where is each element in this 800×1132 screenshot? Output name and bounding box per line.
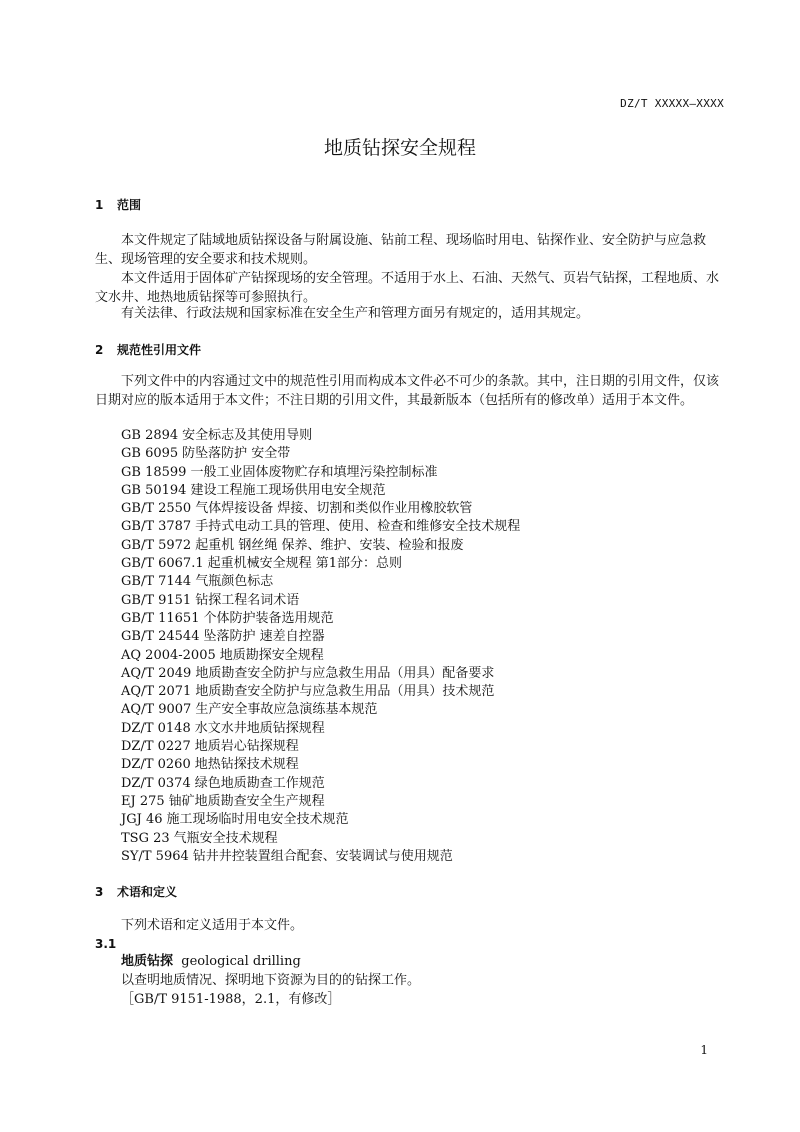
reference-code: EJ 275 xyxy=(121,793,165,809)
terms-intro: 下列术语和定义适用于本文件。 xyxy=(121,918,304,933)
reference-item xyxy=(121,445,520,463)
term-number: 3.1 xyxy=(95,937,117,951)
reference-code: GB/T 5972 xyxy=(121,537,192,553)
reference-code: AQ 2004-2005 xyxy=(121,647,216,663)
term-english: geological drilling xyxy=(181,954,301,969)
reference-item xyxy=(121,500,520,518)
reference-item xyxy=(121,647,520,665)
reference-code: DZ/T 0374 xyxy=(121,775,191,791)
reference-name: 地质勘探安全规程 xyxy=(219,647,324,663)
reference-code: TSG 23 xyxy=(121,830,170,846)
reference-item xyxy=(121,756,520,774)
section-title: 规范性引用文件 xyxy=(117,343,202,357)
term-chinese: 地质钻探 xyxy=(121,954,174,969)
reference-item xyxy=(121,830,520,848)
reference-code: GB 6095 xyxy=(121,446,179,462)
section-number: 3 xyxy=(95,885,104,899)
reference-name: 绿色地质勘查工作规范 xyxy=(194,775,325,791)
reference-code: GB/T 7144 xyxy=(121,574,192,590)
document-code-header: DZ/T XXXXX—XXXX xyxy=(620,97,724,110)
reference-code: JGJ 46 xyxy=(121,812,163,828)
page-number: 1 xyxy=(700,1043,708,1057)
reference-name: 地热钻探技术规程 xyxy=(194,757,299,773)
reference-item xyxy=(121,775,520,793)
reference-list xyxy=(121,427,520,866)
reference-item xyxy=(121,537,520,555)
reference-name: 气瓶安全技术规程 xyxy=(173,830,278,846)
reference-code: DZ/T 0227 xyxy=(121,739,191,755)
reference-code: GB/T 11651 xyxy=(121,610,200,626)
document-title: 地质钻探安全规程 xyxy=(323,137,476,159)
reference-name: 个体防护装备选用规范 xyxy=(203,610,334,626)
reference-code: GB/T 24544 xyxy=(121,629,200,645)
reference-name: 坠落防护 速差自控器 xyxy=(203,629,325,645)
reference-item xyxy=(121,701,520,719)
scope-paragraph-2: 本文件适用于固体矿产钻探现场的安全管理。不适用于水上、石油、天然气、页岩气钻探，工程地质、水文水井、地热地质钻探等可参照执行。 xyxy=(95,271,720,305)
section-2-heading xyxy=(95,341,201,358)
term-heading xyxy=(121,952,301,971)
reference-code: AQ/T 2049 xyxy=(121,665,192,681)
reference-code: GB/T 2550 xyxy=(121,501,192,517)
reference-item xyxy=(121,848,520,866)
reference-code: AQ/T 2071 xyxy=(121,684,192,700)
term-definition: 以查明地质情况、探明地下资源为目的的钻探工作。 xyxy=(121,973,421,988)
reference-name: 建设工程施工现场供用电安全规范 xyxy=(190,482,386,498)
reference-item xyxy=(121,464,520,482)
reference-name: 起重机械安全规程 第1部分：总则 xyxy=(207,556,403,572)
section-number: 1 xyxy=(95,198,104,212)
term-source: ［GB/T 9151-1988，2.1，有修改］ xyxy=(121,992,341,1007)
reference-name: 地质岩心钻探规程 xyxy=(194,739,299,755)
scope-paragraph-1: 本文件规定了陆域地质钻探设备与附属设施、钻前工程、现场临时用电、钻探作业、安全防护与应急救生、现场管理的安全要求和技术规则。 xyxy=(95,233,707,267)
reference-name: 防坠落防护 安全带 xyxy=(182,446,291,462)
reference-code: GB 2894 xyxy=(121,428,179,443)
reference-item xyxy=(121,610,520,628)
reference-name: 施工现场临时用电安全技术规范 xyxy=(166,812,349,828)
reference-name: 钻井井控装置组合配套、安装调试与使用规范 xyxy=(192,848,453,864)
reference-item xyxy=(121,555,520,573)
reference-name: 一般工业固体废物贮存和填埋污染控制标准 xyxy=(190,464,438,480)
reference-code: DZ/T 0260 xyxy=(121,757,191,773)
section-3-heading xyxy=(95,883,177,900)
section-title: 范围 xyxy=(117,198,142,212)
section-1-heading xyxy=(95,196,141,213)
reference-item xyxy=(121,628,520,646)
reference-name: 水文水井地质钻探规程 xyxy=(194,720,325,736)
reference-code: GB/T 3787 xyxy=(121,519,192,535)
normative-intro: 下列文件中的内容通过文中的规范性引用而构成本文件必不可少的条款。其中，注日期的引用文件，仅该日期对应的版本适用于本文件；不注日期的引用文件，其最新版本（包括所有的修改单）适用于本文件。 xyxy=(95,374,720,408)
reference-item xyxy=(121,573,520,591)
section-title: 术语和定义 xyxy=(117,885,178,899)
reference-item xyxy=(121,592,520,610)
reference-item xyxy=(121,811,520,829)
reference-code: GB/T 9151 xyxy=(121,592,192,608)
reference-item xyxy=(121,683,520,701)
reference-name: 气体焊接设备 焊接、切割和类似作业用橡胶软管 xyxy=(195,501,473,517)
reference-code: DZ/T 0148 xyxy=(121,720,191,736)
reference-name: 地质勘查安全防护与应急救生用品（用具）配备要求 xyxy=(195,665,495,681)
reference-item xyxy=(121,518,520,536)
section-number: 2 xyxy=(95,343,104,357)
reference-code: GB 50194 xyxy=(121,482,187,498)
reference-item xyxy=(121,738,520,756)
reference-code: SY/T 5964 xyxy=(121,848,189,864)
reference-item xyxy=(121,665,520,683)
reference-code: GB/T 6067.1 xyxy=(121,556,204,572)
reference-name: 起重机 钢丝绳 保养、维护、安装、检验和报废 xyxy=(195,537,464,553)
reference-item xyxy=(121,720,520,738)
reference-name: 气瓶颜色标志 xyxy=(195,574,274,590)
reference-item xyxy=(121,427,520,445)
reference-code: AQ/T 9007 xyxy=(121,702,192,718)
reference-name: 生产安全事故应急演练基本规范 xyxy=(195,702,378,718)
reference-name: 安全标志及其使用导则 xyxy=(182,428,313,443)
scope-paragraph-3: 有关法律、行政法规和国家标准在安全生产和管理方面另有规定的，适用其规定。 xyxy=(121,306,590,321)
reference-name: 手持式电动工具的管理、使用、检查和维修安全技术规程 xyxy=(195,519,521,535)
reference-code: GB 18599 xyxy=(121,464,187,480)
reference-name: 钻探工程名词术语 xyxy=(195,592,300,608)
reference-item xyxy=(121,793,520,811)
reference-item xyxy=(121,482,520,500)
reference-name: 铀矿地质勘查安全生产规程 xyxy=(168,793,325,809)
reference-name: 地质勘查安全防护与应急救生用品（用具）技术规范 xyxy=(195,684,495,700)
